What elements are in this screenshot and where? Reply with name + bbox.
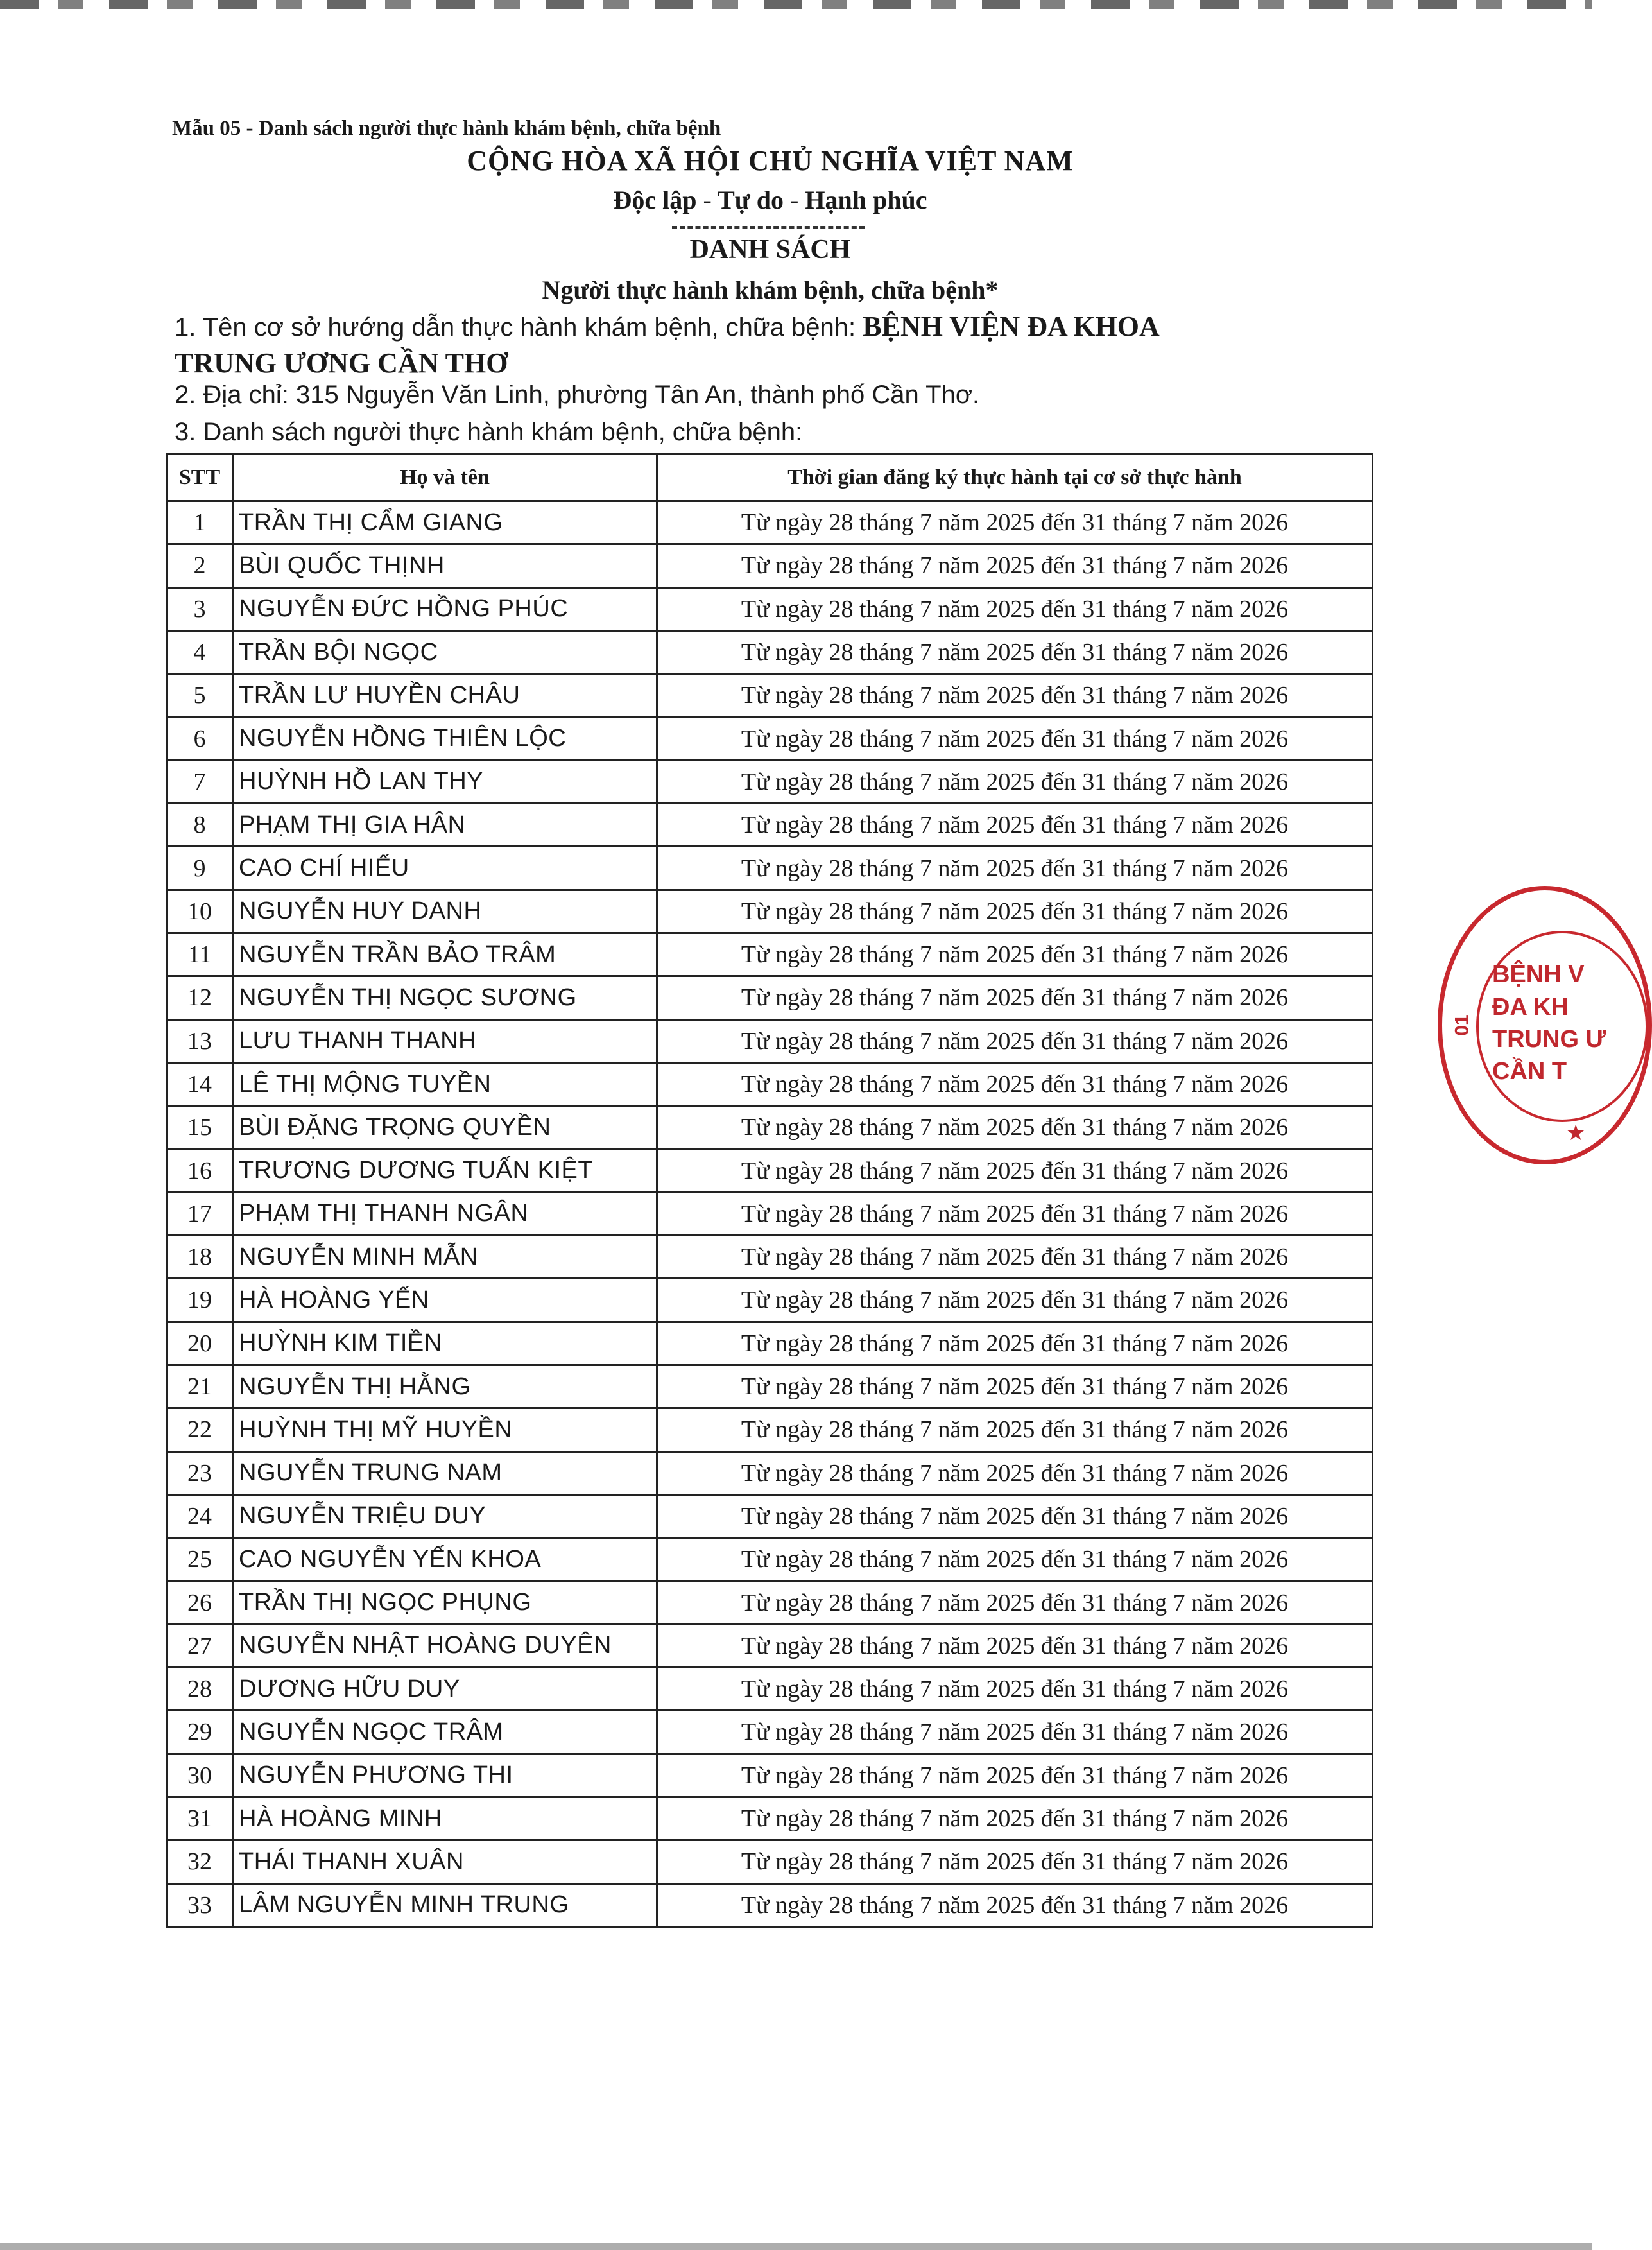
row-number: 31 [167,1797,233,1840]
practice-period: Từ ngày 28 tháng 7 năm 2025 đến 31 tháng 7 năm 2026 [657,587,1373,630]
practice-period: Từ ngày 28 tháng 7 năm 2025 đến 31 tháng 7 năm 2026 [657,1451,1373,1494]
table-row [167,890,1373,933]
practitioner-name: NGUYỄN HỒNG THIÊN LỘC [233,717,657,760]
column-header-name: Họ và tên [233,454,657,501]
table-row [167,804,1373,847]
practitioner-name: NGUYỄN NHẬT HOÀNG DUYÊN [233,1624,657,1667]
table-row [167,1019,1373,1062]
practitioner-name: TRẦN THỊ CẨM GIANG [233,501,657,544]
practitioner-name: DƯƠNG HỮU DUY [233,1668,657,1711]
table-row [167,1538,1373,1581]
practitioner-name: TRẦN BỘI NGỌC [233,630,657,673]
motto-divider [672,226,865,229]
practice-period: Từ ngày 28 tháng 7 năm 2025 đến 31 tháng 7 năm 2026 [657,1840,1373,1883]
practitioner-name: NGUYỄN TRIỆU DUY [233,1494,657,1537]
seal-text-line: ĐA KH [1492,994,1569,1021]
row-number: 11 [167,933,233,976]
practitioner-name: LÊ THỊ MỘNG TUYỀN [233,1062,657,1105]
seal-star-icon: ★ [1566,1121,1586,1145]
practitioner-name: TRẦN THỊ NGỌC PHỤNG [233,1581,657,1624]
practice-period: Từ ngày 28 tháng 7 năm 2025 đến 31 tháng 7 năm 2026 [657,1192,1373,1235]
table-body [167,501,1373,1927]
practitioner-name: NGUYỄN THỊ NGỌC SƯƠNG [233,976,657,1019]
row-number: 4 [167,630,233,673]
practitioner-name: HUỲNH KIM TIỀN [233,1322,657,1365]
row-number: 12 [167,976,233,1019]
practitioner-name: TRẦN LƯ HUYỀN CHÂU [233,674,657,717]
row-number: 5 [167,674,233,717]
table-row [167,630,1373,673]
practice-period: Từ ngày 28 tháng 7 năm 2025 đến 31 tháng 7 năm 2026 [657,1062,1373,1105]
table-row [167,1754,1373,1797]
table-row [167,1711,1373,1754]
practice-period: Từ ngày 28 tháng 7 năm 2025 đến 31 tháng 7 năm 2026 [657,1711,1373,1754]
column-header-stt: STT [167,454,233,501]
row-number: 33 [167,1883,233,1926]
table-row [167,1192,1373,1235]
table-row [167,1840,1373,1883]
row-number: 18 [167,1236,233,1279]
practice-period: Từ ngày 28 tháng 7 năm 2025 đến 31 tháng 7 năm 2026 [657,1106,1373,1149]
table-row [167,587,1373,630]
practitioner-name: NGUYỄN PHƯƠNG THI [233,1754,657,1797]
practice-period: Từ ngày 28 tháng 7 năm 2025 đến 31 tháng 7 năm 2026 [657,890,1373,933]
practitioner-name: HÀ HOÀNG YẾN [233,1279,657,1322]
row-number: 16 [167,1149,233,1192]
practitioner-name: NGUYỄN HUY DANH [233,890,657,933]
practice-period: Từ ngày 28 tháng 7 năm 2025 đến 31 tháng 7 năm 2026 [657,1797,1373,1840]
table-row [167,717,1373,760]
table-row [167,1279,1373,1322]
table-row [167,1883,1373,1926]
table-row [167,1106,1373,1149]
practice-period: Từ ngày 28 tháng 7 năm 2025 đến 31 tháng 7 năm 2026 [657,1581,1373,1624]
row-number: 19 [167,1279,233,1322]
practitioner-name: NGUYỄN TRẦN BẢO TRÂM [233,933,657,976]
practice-period: Từ ngày 28 tháng 7 năm 2025 đến 31 tháng 7 năm 2026 [657,501,1373,544]
practitioner-name: HUỲNH THỊ MỸ HUYỀN [233,1408,657,1451]
practitioner-name: PHẠM THỊ THANH NGÂN [233,1192,657,1235]
document-title: DANH SÁCH [689,235,851,264]
table-row [167,501,1373,544]
column-header-period: Thời gian đăng ký thực hành tại cơ sở thực hành [657,454,1373,501]
table-row [167,1408,1373,1451]
practitioner-name: NGUYỄN TRUNG NAM [233,1451,657,1494]
form-code: Mẫu 05 - Danh sách người thực hành khám bệnh, chữa bệnh [172,117,721,140]
table-row [167,1797,1373,1840]
table-row [167,1365,1373,1408]
row-number: 24 [167,1494,233,1537]
table-row [167,1668,1373,1711]
table-row [167,1062,1373,1105]
facility-label: 1. Tên cơ sở hướng dẫn thực hành khám bệnh, chữa bệnh: [175,313,856,342]
practice-period: Từ ngày 28 tháng 7 năm 2025 đến 31 tháng 7 năm 2026 [657,1408,1373,1451]
table-row [167,1149,1373,1192]
facility-line [175,310,1160,343]
practice-period: Từ ngày 28 tháng 7 năm 2025 đến 31 tháng 7 năm 2026 [657,1236,1373,1279]
row-number: 26 [167,1581,233,1624]
row-number: 28 [167,1668,233,1711]
practice-period: Từ ngày 28 tháng 7 năm 2025 đến 31 tháng 7 năm 2026 [657,674,1373,717]
table-row [167,1451,1373,1494]
practitioner-name: LƯU THANH THANH [233,1019,657,1062]
practice-period: Từ ngày 28 tháng 7 năm 2025 đến 31 tháng 7 năm 2026 [657,630,1373,673]
seal-side-mark: 01 [1451,1014,1473,1036]
row-number: 23 [167,1451,233,1494]
seal-text-line: TRUNG Ư [1492,1026,1606,1053]
practitioner-name: HUỲNH HỒ LAN THY [233,760,657,803]
nation-heading: CỘNG HÒA XÃ HỘI CHỦ NGHĨA VIỆT NAM [467,145,1074,177]
document-subtitle: Người thực hành khám bệnh, chữa bệnh* [542,275,999,304]
row-number: 32 [167,1840,233,1883]
row-number: 10 [167,890,233,933]
practice-period: Từ ngày 28 tháng 7 năm 2025 đến 31 tháng 7 năm 2026 [657,1494,1373,1537]
practitioner-name: HÀ HOÀNG MINH [233,1797,657,1840]
practitioner-name: NGUYỄN MINH MẪN [233,1236,657,1279]
practice-period: Từ ngày 28 tháng 7 năm 2025 đến 31 tháng 7 năm 2026 [657,717,1373,760]
practice-period: Từ ngày 28 tháng 7 năm 2025 đến 31 tháng 7 năm 2026 [657,1883,1373,1926]
practice-period: Từ ngày 28 tháng 7 năm 2025 đến 31 tháng 7 năm 2026 [657,760,1373,803]
table-row [167,847,1373,890]
table-row [167,976,1373,1019]
practitioner-name: BÙI ĐẶNG TRỌNG QUYỀN [233,1106,657,1149]
table-header-row [167,454,1373,501]
practitioner-name: TRƯƠNG DƯƠNG TUẤN KIỆT [233,1149,657,1192]
row-number: 8 [167,804,233,847]
row-number: 20 [167,1322,233,1365]
seal-text-line: CẦN T [1492,1058,1567,1085]
table-row [167,1581,1373,1624]
row-number: 15 [167,1106,233,1149]
table-row [167,1236,1373,1279]
practitioner-name: THÁI THANH XUÂN [233,1840,657,1883]
facility-name-part1: BỆNH VIỆN ĐA KHOA [863,311,1160,342]
national-motto: Độc lập - Tự do - Hạnh phúc [613,186,927,214]
practice-period: Từ ngày 28 tháng 7 năm 2025 đến 31 tháng 7 năm 2026 [657,1754,1373,1797]
practitioner-name: PHẠM THỊ GIA HÂN [233,804,657,847]
practitioner-table [166,453,1373,1928]
scan-top-edge [0,0,1592,9]
practice-period: Từ ngày 28 tháng 7 năm 2025 đến 31 tháng 7 năm 2026 [657,1624,1373,1667]
facility-name-part2: TRUNG ƯƠNG CẦN THƠ [175,347,508,379]
practitioner-name: CAO NGUYỄN YẾN KHOA [233,1538,657,1581]
row-number: 9 [167,847,233,890]
practice-period: Từ ngày 28 tháng 7 năm 2025 đến 31 tháng 7 năm 2026 [657,1019,1373,1062]
practice-period: Từ ngày 28 tháng 7 năm 2025 đến 31 tháng 7 năm 2026 [657,1538,1373,1581]
row-number: 13 [167,1019,233,1062]
practitioner-name: LÂM NGUYỄN MINH TRUNG [233,1883,657,1926]
table-row [167,544,1373,587]
table-row [167,674,1373,717]
practice-period: Từ ngày 28 tháng 7 năm 2025 đến 31 tháng 7 năm 2026 [657,976,1373,1019]
row-number: 22 [167,1408,233,1451]
row-number: 2 [167,544,233,587]
table-row [167,933,1373,976]
row-number: 14 [167,1062,233,1105]
row-number: 25 [167,1538,233,1581]
table-row [167,1624,1373,1667]
row-number: 27 [167,1624,233,1667]
row-number: 6 [167,717,233,760]
practitioner-name: NGUYỄN ĐỨC HỒNG PHÚC [233,587,657,630]
table-row [167,1322,1373,1365]
row-number: 30 [167,1754,233,1797]
seal-text-line: BỆNH V [1492,961,1585,988]
practitioner-name: NGUYỄN NGỌC TRÂM [233,1711,657,1754]
table-row [167,760,1373,803]
practice-period: Từ ngày 28 tháng 7 năm 2025 đến 31 tháng 7 năm 2026 [657,933,1373,976]
practice-period: Từ ngày 28 tháng 7 năm 2025 đến 31 tháng 7 năm 2026 [657,1322,1373,1365]
practice-period: Từ ngày 28 tháng 7 năm 2025 đến 31 tháng 7 năm 2026 [657,847,1373,890]
row-number: 29 [167,1711,233,1754]
row-number: 1 [167,501,233,544]
practitioner-name: CAO CHÍ HIẾU [233,847,657,890]
address-line: 2. Địa chỉ: 315 Nguyễn Văn Linh, phường Tân An, thành phố Cần Thơ. [175,381,980,409]
table-row [167,1494,1373,1537]
practitioner-name: BÙI QUỐC THỊNH [233,544,657,587]
list-label: 3. Danh sách người thực hành khám bệnh, chữa bệnh: [175,418,803,446]
row-number: 21 [167,1365,233,1408]
practice-period: Từ ngày 28 tháng 7 năm 2025 đến 31 tháng 7 năm 2026 [657,1365,1373,1408]
row-number: 17 [167,1192,233,1235]
practice-period: Từ ngày 28 tháng 7 năm 2025 đến 31 tháng 7 năm 2026 [657,1149,1373,1192]
scan-bottom-edge [0,2243,1592,2250]
practice-period: Từ ngày 28 tháng 7 năm 2025 đến 31 tháng 7 năm 2026 [657,804,1373,847]
practice-period: Từ ngày 28 tháng 7 năm 2025 đến 31 tháng 7 năm 2026 [657,1668,1373,1711]
practice-period: Từ ngày 28 tháng 7 năm 2025 đến 31 tháng 7 năm 2026 [657,544,1373,587]
practitioner-name: NGUYỄN THỊ HẰNG [233,1365,657,1408]
row-number: 3 [167,587,233,630]
row-number: 7 [167,760,233,803]
practice-period: Từ ngày 28 tháng 7 năm 2025 đến 31 tháng 7 năm 2026 [657,1279,1373,1322]
